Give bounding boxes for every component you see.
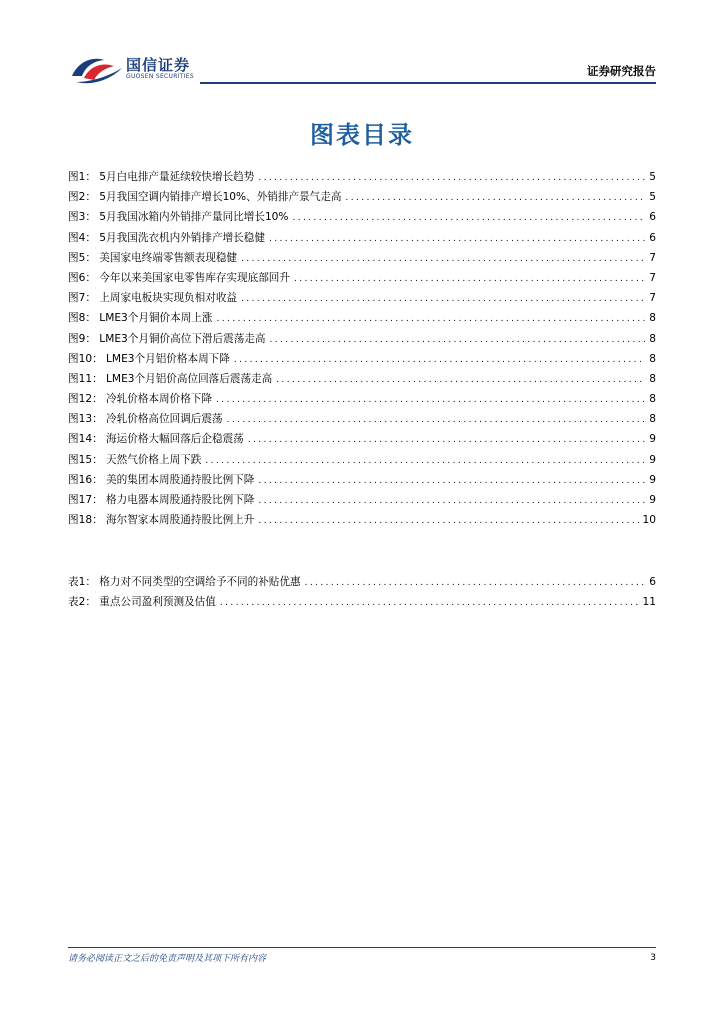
toc-leader-dots xyxy=(258,516,638,526)
toc-entry-label: 图4： 5月我国洗衣机内外销排产增长稳健 xyxy=(68,231,265,244)
footer-divider xyxy=(68,947,656,948)
toc-leader-dots xyxy=(234,355,645,365)
report-type-label: 证券研究报告 xyxy=(587,64,656,78)
toc-entry-page: 8 xyxy=(649,413,656,426)
toc-entry-label: 图6： 今年以来美国家电零售库存实现底部回升 xyxy=(68,271,290,284)
toc-entry[interactable] xyxy=(68,431,656,451)
toc-entry[interactable] xyxy=(68,169,656,189)
toc-entry-label: 图16： 美的集团本周股通持股比例下降 xyxy=(68,473,255,486)
toc-entry-label: 表2： 重点公司盈利预测及估值 xyxy=(68,596,216,609)
toc-entry[interactable] xyxy=(68,574,656,594)
toc-entry-label: 图5： 美国家电终端零售额表现稳健 xyxy=(68,251,238,264)
toc-leader-dots xyxy=(217,314,646,324)
toc-entry-label: 图14： 海运价格大幅回落后企稳震荡 xyxy=(68,433,244,446)
toc-entry[interactable] xyxy=(68,351,656,371)
toc-entry[interactable] xyxy=(68,472,656,492)
toc-entry-page: 11 xyxy=(642,596,656,609)
toc-leader-dots xyxy=(269,234,645,244)
toc-entry-page: 10 xyxy=(642,514,656,527)
toc-entry-page: 5 xyxy=(649,191,656,204)
figure-list xyxy=(68,169,656,532)
toc-entry-page: 7 xyxy=(649,292,656,305)
toc-entry[interactable] xyxy=(68,250,656,270)
toc-entry-page: 8 xyxy=(649,332,656,345)
toc-leader-dots xyxy=(276,375,645,385)
toc-entry[interactable] xyxy=(68,270,656,290)
toc-entry-label: 图12： 冷轧价格本周价格下降 xyxy=(68,393,212,406)
toc-leader-dots xyxy=(248,435,645,445)
page-number: 3 xyxy=(650,953,656,963)
toc-entry-label: 图8： LME3个月铜价本周上涨 xyxy=(68,312,213,325)
toc-entry-label: 图2： 5月我国空调内销排产增长10%、外销排产景气走高 xyxy=(68,191,342,204)
toc-entry-page: 8 xyxy=(649,372,656,385)
toc-leader-dots xyxy=(216,395,645,405)
toc-entry-label: 表1： 格力对不同类型的空调给予不同的补贴优惠 xyxy=(68,576,301,588)
toc-entry[interactable] xyxy=(68,594,656,614)
toc-entry[interactable] xyxy=(68,209,656,229)
toc-entry-label: 图15： 天然气价格上周下跌 xyxy=(68,453,202,466)
toc-entry[interactable] xyxy=(68,411,656,431)
toc-leader-dots xyxy=(305,578,646,588)
toc-leader-dots xyxy=(205,456,645,466)
footer-disclaimer: 请务必阅读正文之后的免责声明及其项下所有内容 xyxy=(68,954,267,964)
toc-entry[interactable] xyxy=(68,230,656,250)
toc-entry-page: 9 xyxy=(649,494,656,506)
page-title: 图表目录 xyxy=(310,121,414,149)
toc-entry[interactable] xyxy=(68,310,656,330)
toc-leader-dots xyxy=(293,213,646,223)
toc-leader-dots xyxy=(294,274,645,284)
toc-entry-label: 图13： 冷轧价格高位回调后震荡 xyxy=(68,413,223,426)
toc-entry-label: 图9： LME3个月铜价高位下滑后震荡走高 xyxy=(68,332,266,345)
toc-leader-dots xyxy=(241,294,645,304)
toc-entry-page: 8 xyxy=(649,393,656,406)
toc-entry[interactable] xyxy=(68,290,656,310)
toc-entry-page: 7 xyxy=(649,251,656,264)
toc-leader-dots xyxy=(227,415,646,425)
toc-entry-label: 图7： 上周家电板块实现负相对收益 xyxy=(68,292,238,305)
toc-entry-page: 8 xyxy=(649,312,656,325)
toc-entry-label: 图1： 5月白电排产量延续较快增长趋势 xyxy=(68,171,255,183)
toc-entry-page: 9 xyxy=(649,453,656,466)
toc-leader-dots xyxy=(258,173,645,183)
toc-entry-label: 图11： LME3个月铝价高位回落后震荡走高 xyxy=(68,372,273,385)
brand-name-en: GUOSEN SECURITIES xyxy=(126,73,195,80)
toc-leader-dots xyxy=(258,476,645,486)
table-list xyxy=(68,574,656,614)
toc-entry-page: 6 xyxy=(649,211,656,224)
toc-leader-dots xyxy=(241,254,645,264)
toc-entry-label: 图3： 5月我国冰箱内外销排产量同比增长10% xyxy=(68,211,289,224)
toc-entry-page: 6 xyxy=(649,576,656,588)
toc-leader-dots xyxy=(270,335,646,345)
toc-entry-page: 8 xyxy=(649,352,656,365)
toc-entry-page: 9 xyxy=(649,433,656,446)
toc-leader-dots xyxy=(258,496,645,506)
toc-entry[interactable] xyxy=(68,492,656,512)
toc-entry[interactable] xyxy=(68,371,656,391)
page-header xyxy=(0,0,724,90)
toc-entry-page: 5 xyxy=(649,171,656,183)
guosen-logo-icon xyxy=(70,52,124,86)
toc-entry-label: 图18： 海尔智家本周股通持股比例上升 xyxy=(68,514,255,527)
toc-entry[interactable] xyxy=(68,189,656,209)
toc-leader-dots xyxy=(345,193,645,203)
brand-name-cn: 国信证券 xyxy=(126,56,191,74)
toc-leader-dots xyxy=(220,598,639,608)
toc-entry[interactable] xyxy=(68,512,656,532)
toc-entry[interactable] xyxy=(68,391,656,411)
header-divider xyxy=(200,82,656,84)
toc-entry[interactable] xyxy=(68,331,656,351)
toc-entry-page: 9 xyxy=(649,473,656,486)
toc-entry-label: 图17： 格力电器本周股通持股比例下降 xyxy=(68,494,255,506)
toc-entry-page: 6 xyxy=(649,231,656,244)
toc-entry[interactable] xyxy=(68,452,656,472)
toc-entry-page: 7 xyxy=(649,271,656,284)
toc-entry-label: 图10： LME3个月铝价格本周下降 xyxy=(68,352,230,365)
